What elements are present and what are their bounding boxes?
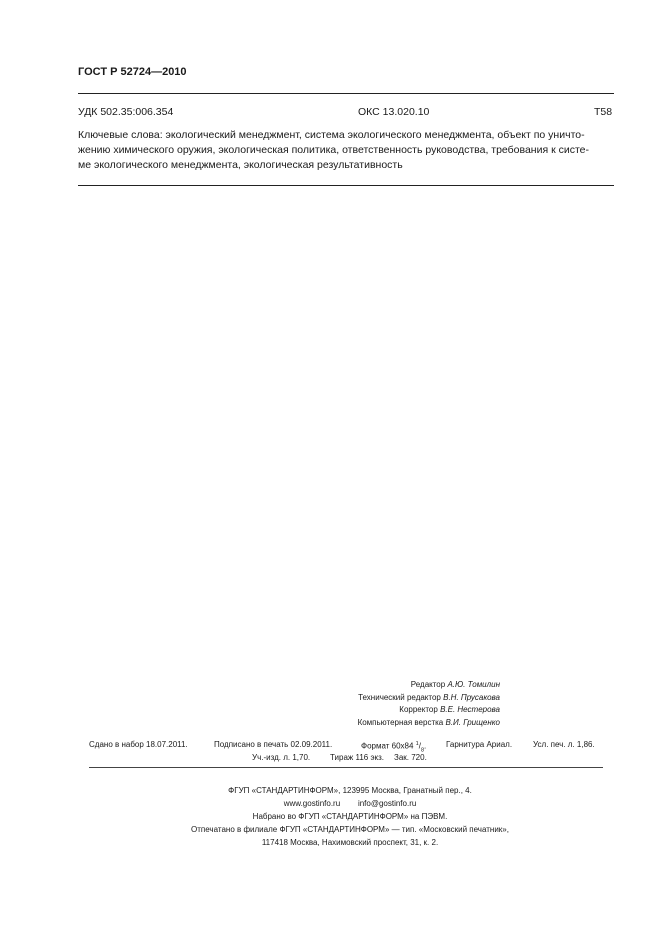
credit-editor bbox=[160, 679, 500, 692]
footer-line: 117418 Москва, Нахимовский проспект, 31, к. 2. bbox=[261, 838, 439, 847]
credit-name: В.Н. Прусакова bbox=[443, 692, 500, 702]
credit-role: Корректор bbox=[399, 705, 438, 714]
footer-line: Отпечатано в филиале ФГУП «СТАНДАРТИНФОРМ» — тип. «Московский печатник», bbox=[191, 825, 509, 834]
keywords-block bbox=[78, 128, 614, 173]
keywords-line: Ключевые слова: экологический менеджмент, система экологического менеджмента, объект по уничто- bbox=[78, 129, 585, 141]
t-code: Т58 bbox=[594, 106, 613, 118]
standard-code: ГОСТ Р 52724—2010 bbox=[78, 66, 187, 78]
keywords-divider bbox=[78, 185, 614, 186]
order-number: Зак. 720. bbox=[394, 753, 427, 762]
credit-role: Редактор bbox=[410, 680, 446, 689]
footer-line: www.gostinfo.ru info@gostinfo.ru bbox=[283, 799, 417, 808]
credit-name: В.Е. Нестерова bbox=[440, 705, 500, 714]
publisher-footer bbox=[120, 784, 580, 849]
credits-block bbox=[160, 679, 500, 729]
submitted-date: Сдано в набор 18.07.2011. bbox=[89, 740, 188, 749]
credit-proofreader bbox=[160, 704, 500, 717]
publication-divider bbox=[89, 767, 603, 768]
credit-tech-editor bbox=[160, 692, 500, 705]
footer-line: Набрано во ФГУП «СТАНДАРТИНФОРМ» на ПЭВМ. bbox=[252, 812, 448, 821]
credit-layout bbox=[160, 717, 500, 730]
credit-name: А.Ю. Томилин bbox=[447, 680, 500, 689]
credit-name: В.И. Грищенко bbox=[445, 717, 500, 727]
header-divider bbox=[78, 93, 614, 94]
footer-line: ФГУП «СТАНДАРТИНФОРМ», 123995 Москва, Гранатный пер., 4. bbox=[228, 786, 472, 795]
publisher-sheets: Уч.-изд. л. 1,70. bbox=[252, 753, 311, 762]
print-sheets: Усл. печ. л. 1,86. bbox=[533, 740, 595, 749]
circulation: Тираж 116 экз. bbox=[330, 753, 385, 762]
credit-role: Технический редактор bbox=[358, 692, 441, 702]
typeface: Гарнитура Ариал. bbox=[446, 740, 513, 749]
paper-format: Формат 60x84 $^1/_8$. bbox=[361, 741, 427, 754]
keywords-line: жению химического оружия, экологическая политика, ответственность руководства, требования к систе- bbox=[78, 144, 589, 156]
udk-code: УДК 502.35:006.354 bbox=[78, 106, 174, 118]
keywords-line: ме экологического менеджмента, экологическая результативность bbox=[78, 159, 403, 171]
credit-role: Компьютерная верстка bbox=[357, 717, 444, 727]
signed-date: Подписано в печать 02.09.2011. bbox=[214, 740, 333, 749]
oks-code: ОКС 13.020.10 bbox=[358, 106, 430, 118]
